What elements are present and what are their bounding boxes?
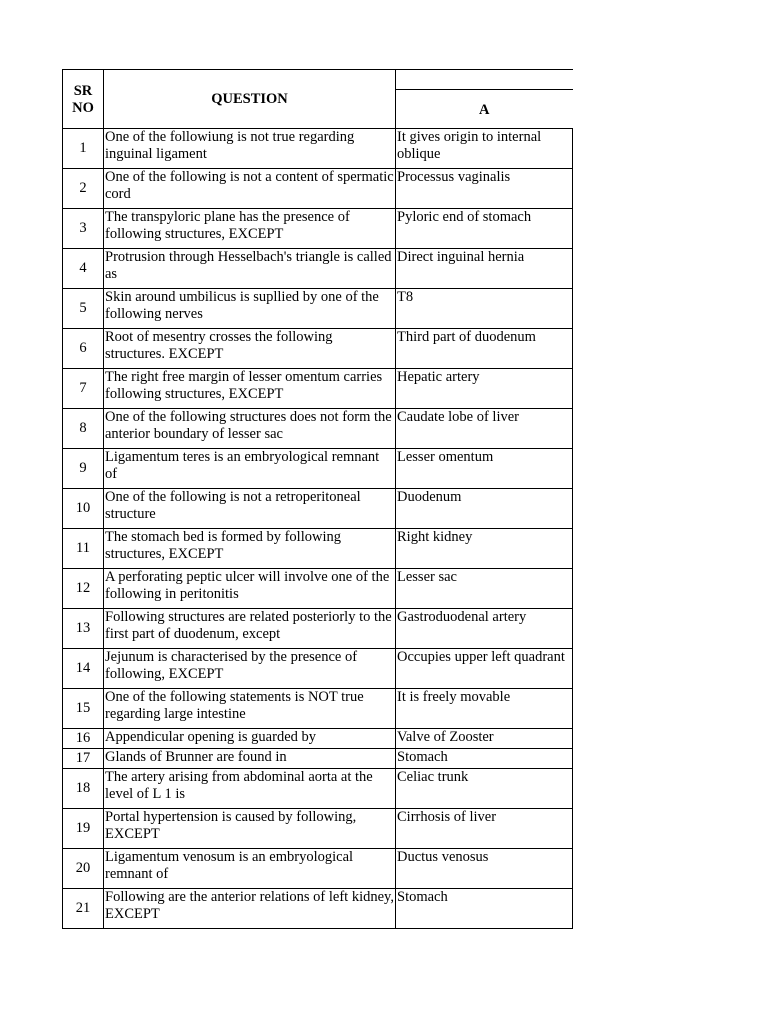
table-row (63, 889, 573, 929)
table-row (63, 369, 573, 409)
table-row (63, 329, 573, 369)
table-row (63, 409, 573, 449)
header-question (104, 70, 396, 129)
table-row (63, 169, 573, 209)
row-sr-no: 16 (63, 729, 104, 749)
table-row (63, 129, 573, 169)
table-row (63, 749, 573, 769)
row-answer: Lesser sac (396, 569, 573, 609)
row-question: One of the following is not a retroperitoneal structure (104, 489, 396, 529)
row-answer: Direct inguinal hernia (396, 249, 573, 289)
table-header (63, 70, 573, 129)
row-answer: Third part of duodenum (396, 329, 573, 369)
row-question: Portal hypertension is caused by following, EXCEPT (104, 809, 396, 849)
row-sr-no: 18 (63, 769, 104, 809)
row-sr-no: 5 (63, 289, 104, 329)
row-question: The artery arising from abdominal aorta at the level of L 1 is (104, 769, 396, 809)
table-row (63, 609, 573, 649)
row-question: Ligamentum venosum is an embryological remnant of (104, 849, 396, 889)
row-answer: Lesser omentum (396, 449, 573, 489)
row-question: One of the following is not a content of spermatic cord (104, 169, 396, 209)
header-question-label: QUESTION (211, 90, 288, 107)
row-sr-no: 3 (63, 209, 104, 249)
table-row (63, 769, 573, 809)
row-sr-no: 14 (63, 649, 104, 689)
header-sr-label: SR NO (72, 83, 94, 116)
table-row (63, 529, 573, 569)
row-question: Skin around umbilicus is supllied by one of the following nerves (104, 289, 396, 329)
header-answer (396, 90, 573, 129)
table-row (63, 849, 573, 889)
row-answer: Processus vaginalis (396, 169, 573, 209)
row-question: The stomach bed is formed by following structures, EXCEPT (104, 529, 396, 569)
row-answer: Duodenum (396, 489, 573, 529)
table-body (63, 129, 573, 929)
row-sr-no: 9 (63, 449, 104, 489)
question-sheet (62, 69, 572, 929)
row-question: Following are the anterior relations of left kidney, EXCEPT (104, 889, 396, 929)
table-row (63, 809, 573, 849)
row-sr-no: 6 (63, 329, 104, 369)
row-answer: Occupies upper left quadrant (396, 649, 573, 689)
header-blank-cell (396, 70, 573, 90)
row-answer: T8 (396, 289, 573, 329)
table-row (63, 649, 573, 689)
row-sr-no: 11 (63, 529, 104, 569)
row-sr-no: 17 (63, 749, 104, 769)
table-row (63, 689, 573, 729)
row-sr-no: 1 (63, 129, 104, 169)
row-answer: Hepatic artery (396, 369, 573, 409)
row-answer: Right kidney (396, 529, 573, 569)
row-sr-no: 19 (63, 809, 104, 849)
row-question: Glands of Brunner are found in (104, 749, 396, 769)
header-answer-label: A (479, 101, 490, 118)
table-row (63, 449, 573, 489)
row-sr-no: 13 (63, 609, 104, 649)
row-answer: Caudate lobe of liver (396, 409, 573, 449)
row-answer: Celiac trunk (396, 769, 573, 809)
row-sr-no: 10 (63, 489, 104, 529)
row-answer: It is freely movable (396, 689, 573, 729)
row-sr-no: 2 (63, 169, 104, 209)
row-question: Protrusion through Hesselbach's triangle is called as (104, 249, 396, 289)
row-question: One of the following statements is NOT true regarding large intestine (104, 689, 396, 729)
row-question: Root of mesentry crosses the following structures. EXCEPT (104, 329, 396, 369)
question-table (62, 69, 573, 929)
row-sr-no: 15 (63, 689, 104, 729)
row-question: Ligamentum teres is an embryological remnant of (104, 449, 396, 489)
row-question: The transpyloric plane has the presence of following structures, EXCEPT (104, 209, 396, 249)
row-answer: Ductus venosus (396, 849, 573, 889)
row-sr-no: 20 (63, 849, 104, 889)
table-row (63, 209, 573, 249)
row-question: The right free margin of lesser omentum carries following structures, EXCEPT (104, 369, 396, 409)
row-question: A perforating peptic ulcer will involve one of the following in peritonitis (104, 569, 396, 609)
row-sr-no: 12 (63, 569, 104, 609)
row-sr-no: 7 (63, 369, 104, 409)
table-row (63, 249, 573, 289)
row-answer: Pyloric end of stomach (396, 209, 573, 249)
table-row (63, 729, 573, 749)
row-answer: Stomach (396, 889, 573, 929)
row-question: One of the following structures does not form the anterior boundary of lesser sac (104, 409, 396, 449)
row-question: Jejunum is characterised by the presence of following, EXCEPT (104, 649, 396, 689)
row-sr-no: 8 (63, 409, 104, 449)
row-answer: It gives origin to internal oblique (396, 129, 573, 169)
table-row (63, 489, 573, 529)
row-answer: Gastroduodenal artery (396, 609, 573, 649)
row-answer: Stomach (396, 749, 573, 769)
row-answer: Valve of Zooster (396, 729, 573, 749)
row-question: Following structures are related posteriorly to the first part of duodenum, except (104, 609, 396, 649)
header-sr-no (63, 70, 104, 129)
row-sr-no: 4 (63, 249, 104, 289)
row-sr-no: 21 (63, 889, 104, 929)
table-row (63, 289, 573, 329)
table-row (63, 569, 573, 609)
row-question: One of the followiung is not true regarding inguinal ligament (104, 129, 396, 169)
row-question: Appendicular opening is guarded by (104, 729, 396, 749)
row-answer: Cirrhosis of liver (396, 809, 573, 849)
